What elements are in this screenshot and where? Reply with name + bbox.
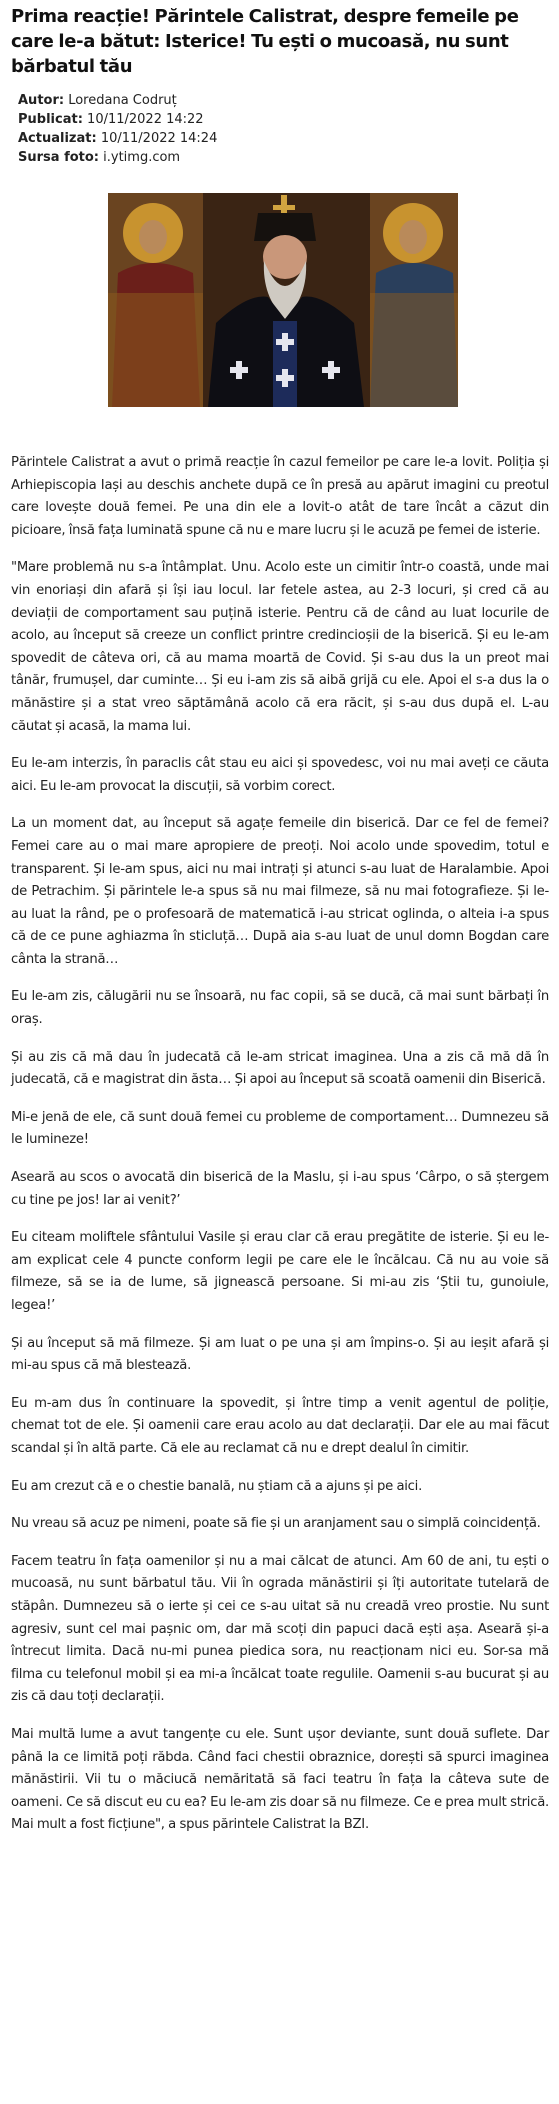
article-paragraph: Eu le-am zis, călugării nu se însoară, nu fac copii, să se ducă, că mai sunt bărbați în oraș. (11, 989, 549, 1028)
article-paragraph: Eu am crezut că e o chestie banală, nu știam că a ajuns și pe aici. (11, 1478, 423, 1494)
article-paragraph: Eu le-am interzis, în paraclis cât stau eu aici și spovedesc, voi nu mai aveți ce căuta aici. Eu le-am provocat la discuții, să vorbim corect. (11, 756, 549, 794)
article-paragraph: "Mare problemă nu s-a întâmplat. Unu. Acolo este un cimitir într-o coastă, unde mai vin enoriași din afară și își iau locul. Iar fetele astea, au 2-3 locuri, și cred că au deviații de comportament sau puțină isterie. Pentru că de când au luat locurile de acolo, au început să creeze un conflict printre credincioșii de la biserică. Și eu le-am spovedit de câteva ori, că au mama moartă de Covid. Și s-au dus la un preot mai tânăr, frumușel, dar cuminte… Și eu i-am zis să aibă grijă cu ele. Apoi el s-a dus la o mănăstire și a stat vreo săptămână acolo că era răcit, și s-au dus după el. L-au căutat și acasă, la mama lui. (11, 560, 549, 734)
article-paragraph: Eu citeam moliftele sfântului Vasile și erau clar că erau pregătite de isterie. Și eu le-am explicat cele 4 puncte conform legii pe care ele le încălcau. Că nu au voie să filmeze, să se ia de lume, să jignească persoane. Si mi-au zis ‘Știi tu, gunoiule, legea!’ (11, 1230, 549, 1313)
hero-right-icon-face (399, 220, 427, 254)
article-paragraph: Eu m-am dus în continuare la spovedit, și între timp a venit agentul de poliție, chemat tot de ele. Și oamenii care erau acolo au dat declarații. Dar ele au mai făcut scandal și în altă parte. Că ele au reclamat că nu e drept dealul în cimitir. (11, 1395, 549, 1456)
article-paragraph: Și au început să mă filmeze. Și am luat o pe una și am împins-o. Și au ieșit afară și mi-au spus că mă blestează. (11, 1335, 549, 1374)
hero-priest-face (263, 235, 307, 279)
article-paragraph: Facem teatru în fața oamenilor și nu a mai călcat de atunci. Am 60 de ani, tu ești o mucoasă, nu sunt bărbatul tău. Vii în ograda mănăstirii și îți autoritate tutelară de stăpân. Dumnezeu să o ierte și cei ce s-au uitat să nu creadă vreo prostie. Nu sunt agresiv, sunt cel mai pașnic om, dar mă scoți din papuci dacă ești așa. Aseară și-a întrecut limita. Dacă nu-mi punea piedica sora, nu reacționam nici eu. Sor-sa mă filma cu telefonul mobil și ea mi-a încălcat toate regulile. Oamenii s-au bucurat și au zis că dau toți declarații. (11, 1553, 549, 1705)
meta-photo-source-value: i.ytimg.com (103, 150, 181, 165)
meta-updated-value: 10/11/2022 14:24 (100, 131, 218, 146)
meta-published-label: Publicat: (18, 112, 83, 127)
article-hero-image (108, 193, 458, 407)
article-paragraph: Nu vreau să acuz pe nimeni, poate să fie și un aranjament sau o simplă coincidență. (11, 1516, 541, 1532)
hero-right-icon-frame (370, 293, 458, 407)
meta-published (18, 110, 549, 129)
article-title: Prima reacție! Părintele Calistrat, despre femeile pe care le-a bătut: Isterice! Tu ești o mucoasă, nu sunt bărbatul tău (11, 6, 519, 77)
hero-left-icon-frame (108, 293, 203, 407)
meta-author-label: Autor: (18, 93, 65, 108)
meta-photo-source-label: Sursa foto: (18, 150, 99, 165)
article-paragraph: Mi-e jenă de ele, că sunt două femei cu probleme de comportament… Dumnezeu să le lumineze! (11, 1109, 549, 1148)
article-body (11, 452, 549, 1837)
meta-updated-label: Actualizat: (18, 131, 97, 146)
article-meta (18, 91, 549, 167)
article-paragraph: Părintele Calistrat a avut o primă reacție în cazul femeilor pe care le-a lovit. Poliția și Arhiepiscopia Iași au deschis anchete după ce în presă au apărut imagini cu preotul care lovește două femei. Pe una din ele a lovit-o atât de tare încât a căzut din picioare, însă fața luminată spune că nu e mare lucru și le acuză pe femei de isterie. (11, 455, 549, 538)
hero-left-icon-face (139, 220, 167, 254)
article-paragraph: Și au zis că mă dau în judecată că le-am stricat imaginea. Una a zis că mă dă în judecată, că e magistrat din ăsta… Și apoi au început să scoată oamenii din Biserică. (11, 1049, 549, 1088)
meta-published-value: 10/11/2022 14:22 (87, 112, 204, 127)
meta-updated (18, 129, 549, 148)
article-page (0, 4, 559, 1837)
meta-photo-source (18, 148, 549, 167)
article-paragraph: Aseară au scos o avocată din biserică de la Maslu, și i-au spus ‘Cârpo, o să ștergem cu tine pe jos! Iar ai venit?’ (11, 1170, 549, 1208)
meta-author (18, 91, 549, 110)
meta-author-value: Loredana Codruț (68, 93, 177, 108)
article-paragraph: Mai multă lume a avut tangențe cu ele. Sunt ușor deviante, sunt două suflete. Dar până la ce limită poți răbda. Când faci chestii obraznice, dorești să spurci imaginea mănăstirii. Vii tu o măciucă nemăritată să faci teatru în fața la câteva sute de oameni. Ce să discut eu cu ea? Eu le-am zis doar să nu filmeze. Ce e prea mult strică. Mai mult a fost ficțiune", a spus părintele Calistrat la BZI. (11, 1726, 549, 1833)
article-paragraph: La un moment dat, au început să agațe femeile din biserică. Dar ce fel de femei? Femei care au o mai mare apropiere de preoți. Noi acolo unde spovedim, totul e transparent. Și le-am spus, aici nu mai intrați și atunci s-au luat de Haralambie. Apoi de Petrachim. Și părintele le-a spus să nu mai filmeze, să nu mai fotografieze. Și le-au luat la rând, pe o profesoară de matematică i-au stricat oglinda, o alteia i-a spus că de ce pune aghiazma în sticluță… După aia s-au luat de unul domn Bogdan care cânta la strană… (11, 816, 549, 967)
